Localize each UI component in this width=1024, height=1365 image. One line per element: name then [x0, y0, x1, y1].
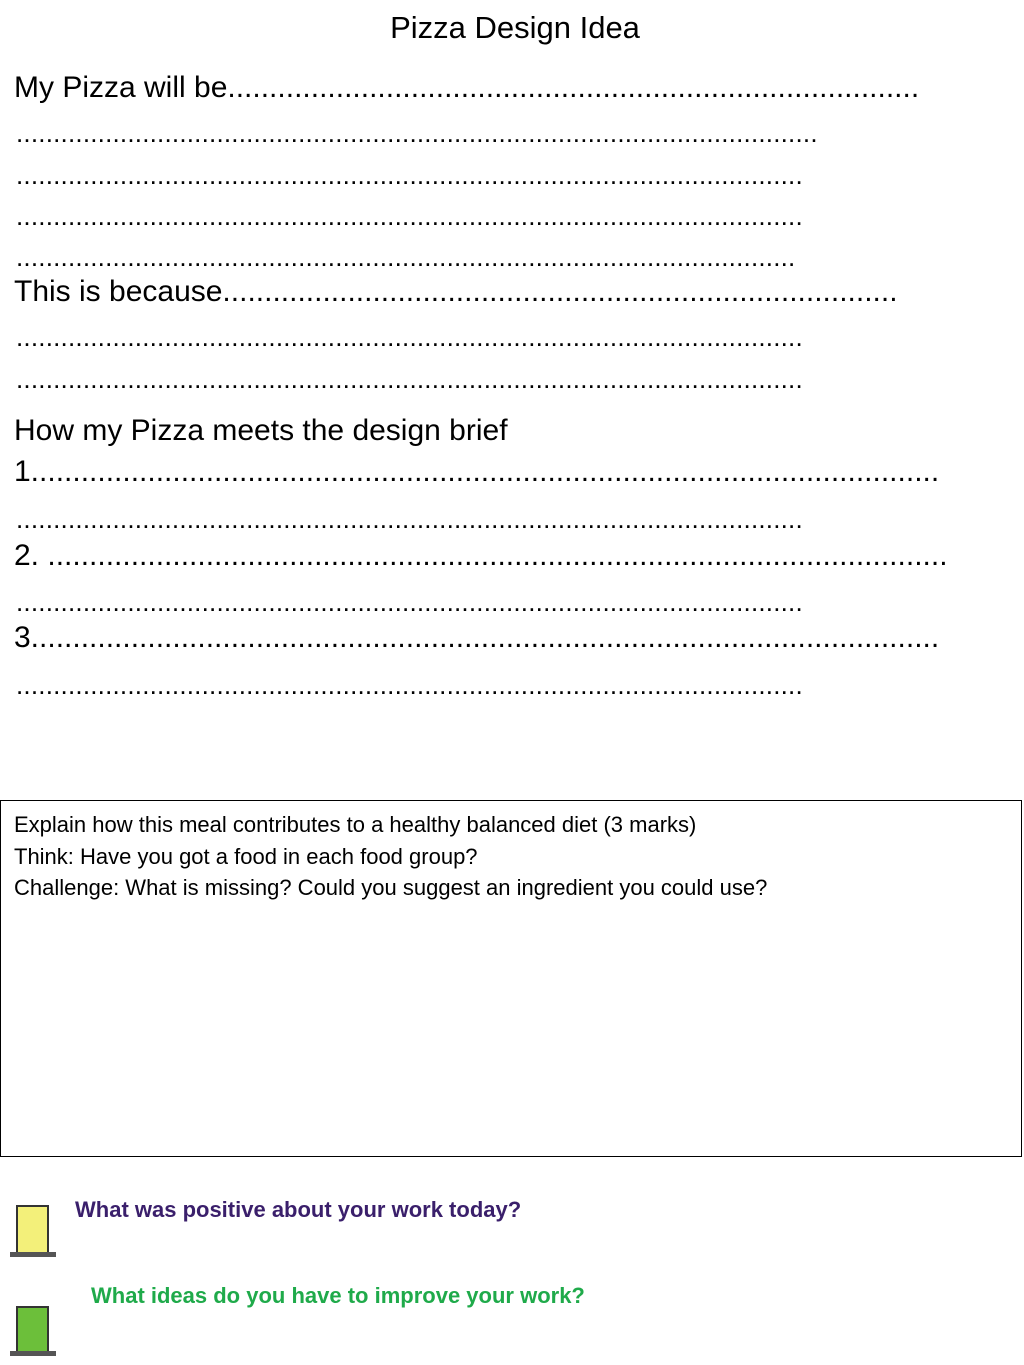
brief-item-3[interactable]: 3............................................................................................................. [14, 621, 940, 654]
answer-line[interactable]: ......................................................................................................... [16, 242, 796, 272]
positive-reflection-prompt: What was positive about your work today? [75, 1197, 522, 1222]
box-challenge-prompt: Challenge: What is missing? Could you suggest an ingredient you could use? [14, 875, 768, 900]
answer-line[interactable]: .......................................................................................................... [16, 670, 803, 700]
answer-line[interactable]: .......................................................................................................... [16, 160, 803, 190]
page-title: Pizza Design Idea [390, 10, 640, 45]
brief-item-2[interactable]: 2. ............................................................................................................ [14, 539, 948, 572]
answer-line[interactable]: .......................................................................................................... [16, 364, 803, 394]
answer-line[interactable]: .......................................................................................................... [16, 322, 803, 352]
box-think-prompt: Think: Have you got a food in each food group? [14, 844, 478, 869]
improvement-reflection-prompt: What ideas do you have to improve your work? [91, 1283, 585, 1308]
brief-item-1[interactable]: 1............................................................................................................. [14, 455, 940, 488]
green-hat-icon [8, 1303, 58, 1359]
yellow-hat-icon [8, 1202, 58, 1260]
answer-line[interactable]: ............................................................................................................ [16, 118, 818, 148]
this-is-because-line[interactable]: This is because................................................................................. [14, 275, 898, 308]
design-brief-heading: How my Pizza meets the design brief [14, 414, 508, 447]
answer-line[interactable]: .......................................................................................................... [16, 587, 803, 617]
healthy-diet-answer-box[interactable] [0, 800, 1022, 1157]
pizza-will-be-line[interactable]: My Pizza will be................................................................................... [14, 71, 920, 104]
answer-line[interactable]: .......................................................................................................... [16, 201, 803, 231]
box-instruction: Explain how this meal contributes to a healthy balanced diet (3 marks) [14, 812, 697, 837]
answer-line[interactable]: .......................................................................................................... [16, 504, 803, 534]
